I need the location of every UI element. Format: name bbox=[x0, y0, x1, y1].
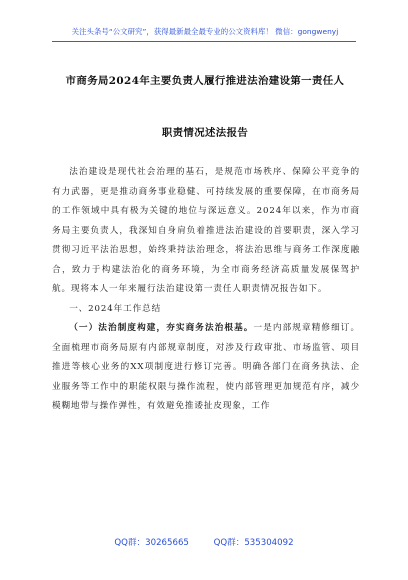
footer bbox=[0, 536, 408, 548]
footer-qq-group-2: QQ群：535304092 bbox=[213, 538, 294, 548]
header-divider bbox=[52, 41, 356, 42]
intro-paragraph: 法治建设是现代社会治理的基石，是规范市场秩序、保障公平竞争的有力武器，更是推动商务事业稳健、可持续发展的重要保障，在市商务局的工作领域中具有极为关键的地位与深远意义。2024年以来，作为市商务局主要负责人，我深知自身肩负着推进法治建设的首要职责，深入学习贯彻习近平法治思想，始终秉持法治理念，将法治思维与商务工作深度融合，致力于构建法治化的商务环境，为全市商务经济高质量发展保驾护航。现将本人一年来履行法治建设第一责任人职责情况报告如下。 bbox=[52, 167, 360, 294]
subsection-heading: （一）法治制度构建，夯实商务法治根基。 bbox=[69, 323, 254, 333]
document-title-line-1: 市商务局2024年主要负责人履行推进法治建设第一责任人 bbox=[65, 75, 345, 87]
subsection-paragraph bbox=[52, 319, 360, 417]
section-heading: 一、2024年工作总结 bbox=[69, 303, 162, 314]
header-banner: 关注头条号“公文研究”，获得最新最全最专业的公文资料库！ 微信：gongwenyj bbox=[71, 27, 339, 36]
document-title-line-2: 职责情况述法报告 bbox=[161, 127, 249, 139]
document-body bbox=[52, 163, 360, 417]
subsection-text: 一是内部规章精修细订。全面梳理市商务局原有内部规章制度，对涉及行政审批、市场监管、项目推进等核心业务的XX项制度进行修订完善。明确各部门在商务执法、企业服务等工作中的职能权限与操作流程，使内部管理更加规范有序，减少模糊地带与操作弹性，有效避免推诿扯皮现象，工作 bbox=[52, 323, 360, 411]
footer-qq-group-1: QQ群：30265665 bbox=[114, 538, 189, 548]
